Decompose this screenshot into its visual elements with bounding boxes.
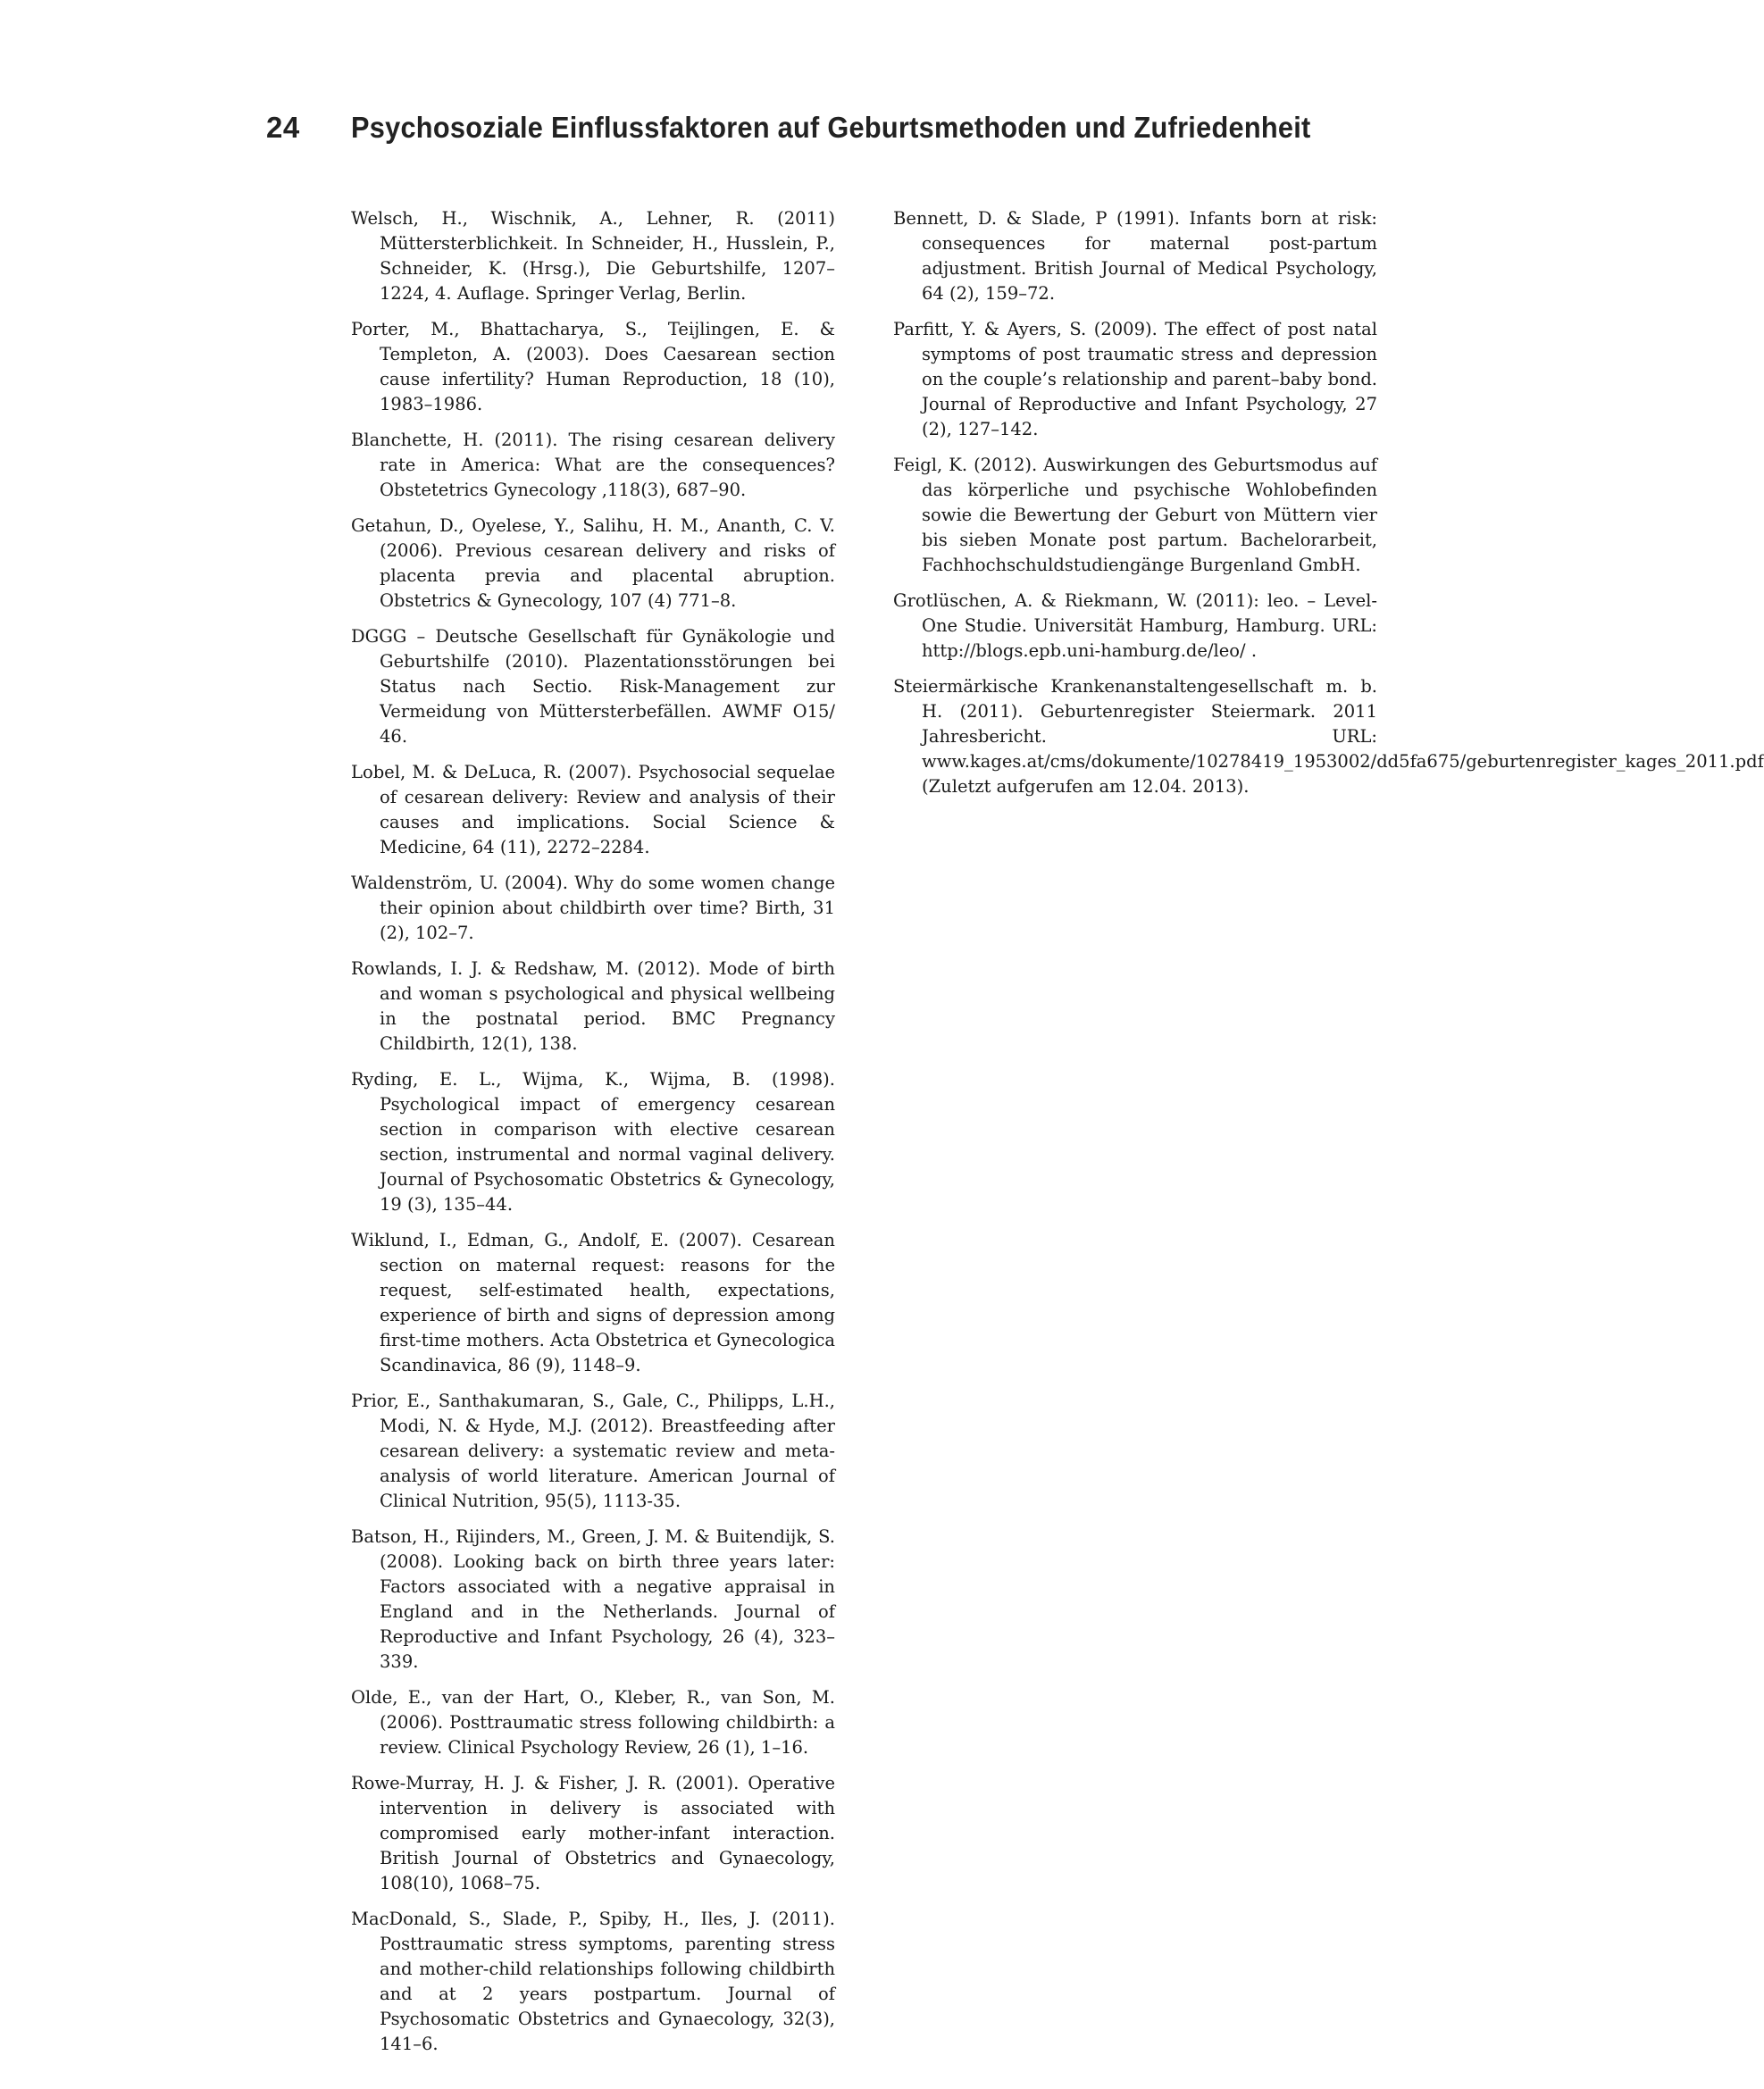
references-left-column (351, 206, 835, 2068)
page-header (0, 111, 1477, 152)
reference-entry: Blanchette, H. (2011). The rising cesarean delivery rate in America: What are the consequences? Obstetetrics Gynecology ,118(3), 687–90. (351, 430, 835, 500)
reference-entry: Parfitt, Y. & Ayers, S. (2009). The effect of post natal symptoms of post traumatic stress and depression on the couple’s relationship and parent–baby bond. Journal of Reproductive and Infant Psychology, 27 (2), 127–142. (893, 319, 1377, 439)
reference-entry: Waldenström, U. (2004). Why do some women change their opinion about childbirth over time? Birth, 31 (2), 102–7. (351, 873, 835, 943)
reference-entry: Batson, H., Rijinders, M., Green, J. M. & Buitendijk, S. (2008). Looking back on birth three years later: Factors associated with a negative appraisal in England and in the Netherlands. Journal of Reproductive and Infant Psychology, 26 (4), 323–339. (351, 1526, 835, 1672)
reference-entry: Grotlüschen, A. & Riekmann, W. (2011): leo. – Level-One Studie. Universität Hamburg, Hamburg. URL: http://blogs.epb.uni-hamburg.de/leo/ . (893, 590, 1377, 661)
reference-entry: Olde, E., van der Hart, O., Kleber, R., van Son, M. (2006). Posttraumatic stress following childbirth: a review. Clinical Psychology Review, 26 (1), 1–16. (351, 1687, 835, 1758)
page-number: 24 (266, 111, 300, 144)
references-right-column (893, 206, 1764, 810)
reference-entry: Rowlands, I. J. & Redshaw, M. (2012). Mode of birth and woman s psychological and physical wellbeing in the postnatal period. BMC Pregnancy Childbirth, 12(1), 138. (351, 958, 835, 1054)
reference-entry: Feigl, K. (2012). Auswirkungen des Geburtsmodus auf das körperliche und psychische Wohlobefinden sowie die Bewertung der Geburt von Müttern vier bis sieben Monate post partum. Bachelorarbeit, Fachhochschuldstudiengänge Burgenland GmbH. (893, 455, 1377, 575)
reference-entry: Lobel, M. & DeLuca, R. (2007). Psychosocial sequelae of cesarean delivery: Review and analysis of their causes and implications. Social Science & Medicine, 64 (11), 2272–2284. (351, 762, 835, 857)
reference-entry: Steiermärkische Krankenanstaltengesellschaft m. b. H. (2011). Geburtenregister Steiermark. 2011 Jahresbericht. URL: www.kages.at/cms/dokumente/10278419_1953002/dd5fa675/geburtenregister_kages_2011.pdf (Zuletzt aufgerufen am 12.04. 2013). (893, 676, 1764, 797)
reference-entry: Getahun, D., Oyelese, Y., Salihu, H. M., Ananth, C. V. (2006). Previous cesarean delivery and risks of placenta previa and placental abruption. Obstetrics & Gynecology, 107 (4) 771–8. (351, 515, 835, 611)
reference-entry: Rowe-Murray, H. J. & Fisher, J. R. (2001). Operative intervention in delivery is associated with compromised early mother-infant interaction. British Journal of Obstetrics and Gynaecology, 108(10), 1068–75. (351, 1773, 835, 1893)
reference-entry: DGGG – Deutsche Gesellschaft für Gynäkologie und Geburtshilfe (2010). Plazentationsstörungen bei Status nach Sectio. Risk-Management zur Vermeidung von Müttersterbefällen. AWMF O15/ 46. (351, 626, 835, 747)
reference-entry: Ryding, E. L., Wijma, K., Wijma, B. (1998). Psychological impact of emergency cesarean section in comparison with elective cesarean section, instrumental and normal vaginal delivery. Journal of Psychosomatic Obstetrics & Gynecology, 19 (3), 135–44. (351, 1069, 835, 1215)
running-title: Psychosoziale Einflussfaktoren auf Geburtsmethoden und Zufriedenheit (351, 111, 1311, 144)
reference-entry: Porter, M., Bhattacharya, S., Teijlingen, E. & Templeton, A. (2003). Does Caesarean section cause infertility? Human Reproduction, 18 (10), 1983–1986. (351, 319, 835, 414)
reference-entry: Wiklund, I., Edman, G., Andolf, E. (2007). Cesarean section on maternal request: reasons for the request, self-estimated health, expectations, experience of birth and signs of depression among first-time mothers. Acta Obstetrica et Gynecologica Scandinavica, 86 (9), 1148–9. (351, 1230, 835, 1375)
reference-entry: Welsch, H., Wischnik, A., Lehner, R. (2011) Müttersterblichkeit. In Schneider, H., Husslein, P., Schneider, K. (Hrsg.), Die Geburtshilfe, 1207–1224, 4. Auflage. Springer Verlag, Berlin. (351, 208, 835, 304)
reference-entry: MacDonald, S., Slade, P., Spiby, H., Iles, J. (2011). Posttraumatic stress symptoms, parenting stress and mother-child relationships following childbirth and at 2 years postpartum. Journal of Psychosomatic Obstetrics and Gynaecology, 32(3), 141–6. (351, 1909, 835, 2054)
reference-entry: Prior, E., Santhakumaran, S., Gale, C., Philipps, L.H., Modi, N. & Hyde, M.J. (2012). Breastfeeding after cesarean delivery: a systematic review and meta-analysis of world literature. American Journal of Clinical Nutrition, 95(5), 1113-35. (351, 1391, 835, 1511)
reference-entry: Bennett, D. & Slade, P (1991). Infants born at risk: consequences for maternal post-partum adjustment. British Journal of Medical Psychology, 64 (2), 159–72. (893, 208, 1377, 304)
